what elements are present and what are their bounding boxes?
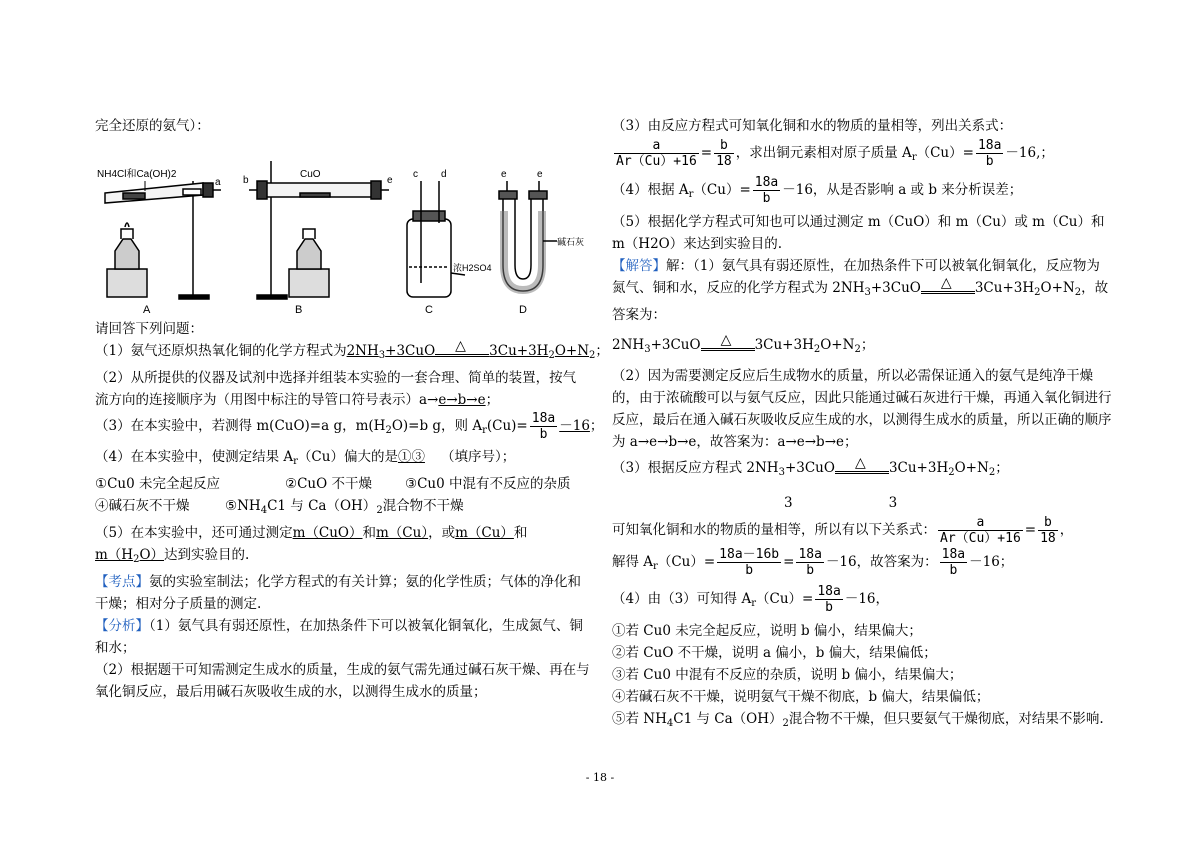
error-4: ④若碱石灰不干燥，说明氨气干燥不彻底，b 偏大，结果偏低；: [612, 689, 990, 705]
fenxi-1: 【分析】（1）氨气具有弱还原性，在加热条件下可以被氧化铜氧化，生成氮气、铜和水；: [95, 618, 583, 656]
error-2: ②若 CuO 不干燥，说明 a 偏小，b 偏大，结果偏低；: [612, 645, 937, 661]
port-b: b: [243, 175, 249, 186]
q2-line2: 流方向的连接顺序为（用图中标注的导管口符号表示）a→e→b→e；: [95, 392, 500, 408]
heat-arrow: △: [435, 345, 489, 359]
intro-line: 完全还原的氨气）：: [95, 118, 210, 134]
q1-line: （1）氨气还原炽热氧化铜的化学方程式为$2NH_3+3CuO$ △ $3Cu+3H_2O+N_2$；: [95, 337, 609, 361]
port-e: e: [387, 175, 393, 186]
q5-line2: $m(H_2O)$达到实验目的.: [95, 547, 250, 565]
r5-line: （5）根据化学方程式可知也可以通过测定 m（CuO）和 m（Cu）或 m（Cu）和 m（H2O）来达到实验目的.: [612, 214, 1105, 252]
questions-title: 请回答下列问题：: [95, 321, 203, 337]
apparatus-c: [407, 181, 465, 297]
r4-line: （4）根据 $A_r(Cu)=$ $\frac{18a}{b}$ －16，从是否影响 a 或 b 来分析误差；: [612, 175, 1023, 206]
r3-line2: $\frac{a}{Ar(Cu)+16}$ = $\frac{b}{18}$ ，求出铜元素相对原子质量 $A_r(Cu)=$ $\frac{18a}{b}$ －16,；: [616, 138, 1054, 169]
port-d: d: [441, 169, 447, 180]
jieda-2: （2）因为需要测定反应后生成物水的质量，所以必需保证通入的氨气是纯净干燥的，由于浓硫酸可以与氨气反应，因此只能通过碱石灰进行干燥，再通入氧化铜进行反应，最后在通入碱石灰吸收反应生成的水，以测得生成水的质量，所以正确的顺序为 a→e→b→e，故答案为：a→e→b→e；: [612, 368, 1112, 450]
port-c: c: [413, 169, 418, 180]
apparatus-a: [105, 181, 221, 299]
page-number: - 18 -: [585, 771, 615, 784]
kaodian-tag: 【考点】: [95, 574, 149, 590]
options-row2: ④碱石灰不干燥 $⑤NH_4C1$ 与 $Ca(OH)_2$混合物不干燥: [95, 498, 464, 516]
caption-b: B: [295, 304, 303, 316]
error-1: ①若 Cu0 未完全起反应，说明 b 偏小，结果偏大；: [612, 623, 922, 639]
jieda-3: （3）根据反应方程式 $2NH_3+3CuO$ △ $3Cu+3H_2O+N_2$；: [612, 454, 1009, 478]
label-cuo: CuO: [300, 169, 321, 180]
jieda-3-relation: 可知氧化铜和水的物质的量相等，所以有以下关系式： $\frac{a}{Ar(Cu)+16}$ = $\frac{b}{18}$ ，: [612, 515, 1074, 546]
q3-fraction: $\frac{18a}{b}$: [531, 411, 556, 442]
label-h2so4: 浓H2SO4: [453, 263, 492, 273]
caption-d: D: [519, 304, 527, 316]
jieda-3-coefficients: 3 3: [784, 495, 898, 511]
r3-line1: （3）由反应方程式可知氧化铜和水的物质的量相等，列出关系式：: [612, 118, 1013, 134]
jieda-tag: 【解答】: [612, 258, 666, 274]
jieda-1: 【解答】解：（1）氨气具有弱还原性，在加热条件下可以被氧化铜氧化，反应物为氮气、铜和水，反应的化学方程式为 $2NH_3+3CuO$ △ $3Cu+3H_2O+N_2$，故答案为：: [612, 258, 1109, 323]
jieda-3-solve: 解得 $A_r(Cu)=$ $\frac{18a-16b}{b}$ = $\frac{18a}{b}$ －16，故答案为： $\frac{18a}{b}$ －16；: [612, 547, 1014, 578]
q4-line: （4）在本实验中，使测定结果 $A_r(Cu)$偏大的是①③ （填序号）；: [95, 449, 516, 467]
port-e2: e: [501, 169, 507, 180]
q2-answer: e→b→e: [438, 392, 486, 408]
apparatus-d: [499, 181, 557, 291]
port-a: a: [215, 177, 221, 188]
q3-line: （3）在本实验中，若测得 m(CuO)=a g，$m(H_2O)=b$ g，则 $A_r(Cu)=$ $\frac{18a}{b}$ －16；: [95, 411, 604, 442]
fenxi-2: （2）根据题干可知需测定生成水的质量，生成的氨气需先通过碱石灰干燥、再在与氧化铜反应，最后用碱石灰吸收生成的水，以测得生成水的质量；: [95, 662, 590, 700]
error-5: ⑤若 $NH_4C1$ 与 $Ca(OH)_2$混合物不干燥，但只要氨气干燥彻底，对结果不影响.: [612, 711, 1104, 729]
apparatus-figure: [95, 141, 590, 316]
label-soda: 碱石灰: [557, 237, 585, 247]
caption-a: A: [143, 304, 151, 316]
q4-answer: ①③: [397, 449, 425, 465]
q2-line1: （2）从所提供的仪器及试剂中选择并组装本实验的一套合理、简单的装置，按气: [95, 370, 577, 386]
error-3: ③若 Cu0 中混有不反应的杂质，说明 b 偏小，结果偏大；: [612, 667, 963, 683]
jieda-4: （4）由（3）可知得 $A_r(Cu)=$ $\frac{18a}{b}$ －16，: [612, 584, 890, 615]
right-column: [612, 115, 1112, 735]
apparatus-b: [249, 161, 389, 299]
options-row1: ①Cu0 未完全起反应 ②CuO 不干燥 ③Cu0 中混有不反应的杂质: [95, 476, 571, 492]
left-column: [95, 115, 609, 703]
port-e3: e: [537, 169, 543, 180]
kaodian: 【考点】氨的实验室制法；化学方程式的有关计算；氨的化学性质；气体的净化和干燥；相对分子质量的测定.: [95, 574, 581, 612]
fenxi-tag: 【分析】: [95, 618, 149, 634]
label-reagent: NH4Cl和Ca(OH)2: [97, 169, 177, 180]
caption-c: C: [425, 304, 433, 316]
q5-line1: （5）在本实验中，还可通过测定m（CuO）和m（Cu），或m（Cu）和: [95, 525, 528, 541]
equation-line: $2NH_3+3CuO$ △ $3Cu+3H_2O+N_2$；: [612, 331, 875, 355]
